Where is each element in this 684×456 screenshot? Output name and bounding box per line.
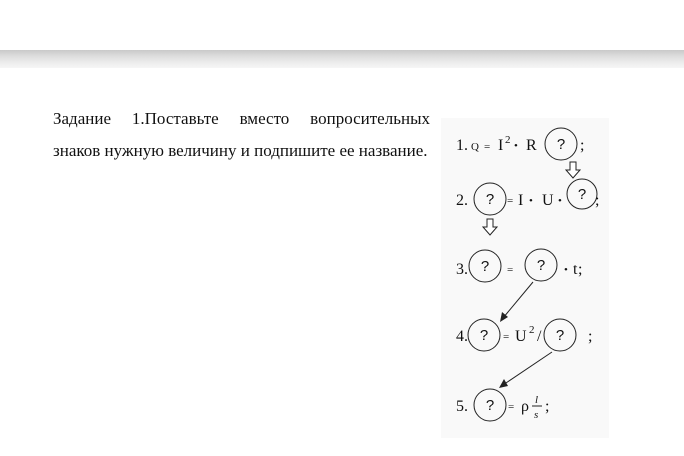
formula-1-lhs: Q <box>471 141 479 153</box>
placeholder-mark-5: ? <box>536 257 546 274</box>
placeholder-mark-6: ? <box>479 327 489 344</box>
formula-1-exponent: 2 <box>505 134 511 146</box>
placeholder-mark-7: ? <box>555 327 565 344</box>
formula-1-end: ; <box>580 137 585 154</box>
down-arrow-1 <box>566 162 580 178</box>
formula-5-equals: = <box>508 401 515 413</box>
formula-3-term: t <box>573 261 578 278</box>
formula-5 <box>456 389 549 421</box>
formula-3-dot: • <box>564 264 568 276</box>
formula-5-numerator: l <box>535 394 539 406</box>
formula-2-equals: = <box>507 195 514 207</box>
formula-4-term: U <box>515 328 527 345</box>
connector-arrow-1 <box>503 282 533 318</box>
formula-5-denominator: s <box>534 409 539 421</box>
formula-3-number: 3. <box>456 261 468 278</box>
formula-2-number: 2. <box>456 192 468 209</box>
formula-2-term1: I <box>518 192 524 209</box>
placeholder-mark-8: ? <box>485 397 495 414</box>
formula-2 <box>456 179 599 215</box>
formula-3-end: ; <box>578 261 583 278</box>
formula-2-end: ; <box>595 192 600 209</box>
task-statement: Задание 1.Поставьте вместо вопросительных знаков нужную величину и подпишите ее название. <box>53 109 430 160</box>
formula-4-end: ; <box>588 328 593 345</box>
placeholder-mark-2: ? <box>485 191 495 208</box>
connector-arrow-2 <box>503 352 552 385</box>
connector-arrowhead-2 <box>499 379 508 388</box>
formula-1 <box>456 128 584 160</box>
formula-2-dot-1: • <box>529 195 533 207</box>
formula-4-equals: = <box>503 331 510 343</box>
down-arrow-2 <box>483 219 497 235</box>
formula-4-slash: / <box>537 328 542 345</box>
formula-3-equals: = <box>507 264 514 276</box>
formula-5-end: ; <box>545 398 550 415</box>
formula-5-number: 5. <box>456 398 468 415</box>
placeholder-mark-4: ? <box>480 258 490 275</box>
formula-4 <box>456 319 592 351</box>
formula-1-number: 1. <box>456 137 468 154</box>
placeholder-mark-3: ? <box>577 186 587 203</box>
formula-3 <box>456 249 582 282</box>
formula-4-exponent: 2 <box>529 324 535 336</box>
formula-5-rho: ρ <box>521 398 529 415</box>
formula-1-term1: I <box>498 137 504 154</box>
formula-2-dot-2: • <box>558 195 562 207</box>
formula-1-equals: = <box>484 141 491 153</box>
formula-2-term2: U <box>542 192 554 209</box>
formula-1-term2: R <box>526 137 537 154</box>
placeholder-mark-1: ? <box>556 136 566 153</box>
formula-4-number: 4. <box>456 328 468 345</box>
formula-1-dot: • <box>514 140 518 152</box>
